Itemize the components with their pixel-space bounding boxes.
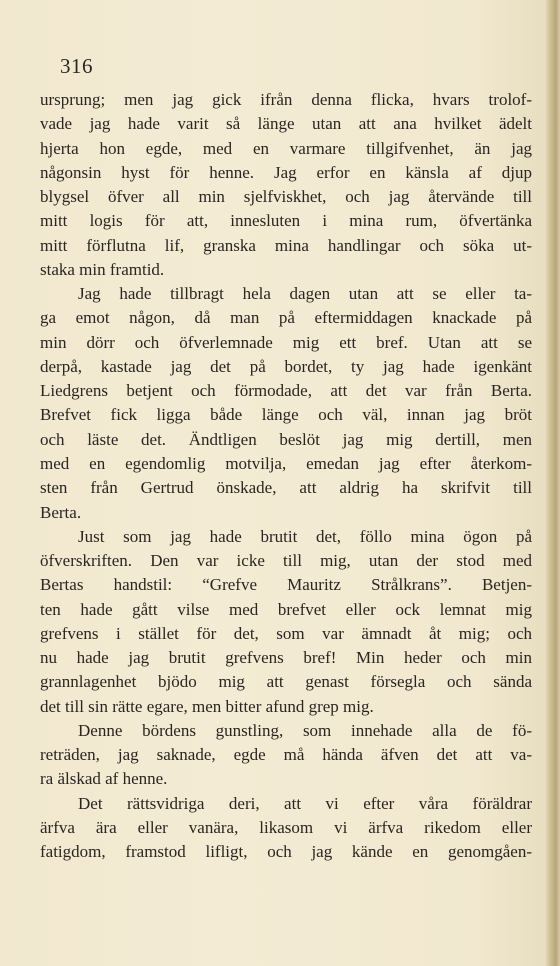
page-number: 316 xyxy=(60,54,93,78)
text-line: Det rättsvidriga deri, att vi efter våra föräldrar xyxy=(78,793,532,813)
text-line: ga emot någon, då man på eftermiddagen knackade på xyxy=(40,308,532,328)
text-line: blygsel öfver all min sjelfviskhet, och jag återvände till xyxy=(40,187,532,207)
body-text xyxy=(40,88,532,865)
text-line: reträden, jag saknade, egde må hända äfven det att va- xyxy=(40,745,532,765)
text-line: öfverskriften. Den var icke till mig, utan der stod med xyxy=(40,551,532,571)
text-line: nu hade jag brutit grefvens bref! Min heder och min xyxy=(40,648,532,668)
text-line: mitt förflutna lif, granska mina handlingar och söka ut- xyxy=(40,235,532,255)
text-line: Denne bördens gunstling, som innehade alla de fö- xyxy=(78,720,532,740)
text-line: hjerta hon egde, med en varmare tillgifvenhet, än jag xyxy=(40,138,532,158)
text-line: sten från Gertrud önskade, att aldrig ha skrifvit till xyxy=(40,478,532,498)
text-line: grefvens i stället för det, som var ämnadt åt mig; och xyxy=(40,623,532,643)
text-line: ärfva ära eller vanära, likasom vi ärfva rikedom eller xyxy=(40,817,532,837)
text-line: Brefvet fick ligga både länge och väl, innan jag bröt xyxy=(40,405,532,425)
text-line: ra älskad af henne. xyxy=(40,769,168,789)
text-line: Berta. xyxy=(40,502,82,522)
text-line: någonsin hyst för henne. Jag erfor en känsla af djup xyxy=(40,162,532,182)
text-line: Just som jag hade brutit det, föllo mina ögon på xyxy=(78,526,532,546)
text-line: det till sin rätte egare, men bitter afund grep mig. xyxy=(40,696,374,716)
text-line: grannlagenhet bjödo mig att genast försegla och sända xyxy=(40,672,532,692)
text-line: min dörr och öfverlemnade mig ett bref. Utan att se xyxy=(40,332,532,352)
text-line: och läste det. Ändtligen beslöt jag mig dertill, men xyxy=(40,429,532,449)
text-line: fatigdom, framstod lifligt, och jag kände en genomgåen- xyxy=(40,842,532,862)
page-edge xyxy=(546,0,560,966)
text-line: vade jag hade varit så länge utan att ana hvilket ädelt xyxy=(40,114,532,134)
text-line: staka min framtid. xyxy=(40,259,165,279)
text-line: Jag hade tillbragt hela dagen utan att se eller ta- xyxy=(78,284,532,304)
text-line: Liedgrens betjent och förmodade, att det var från Berta. xyxy=(40,381,532,401)
text-line: derpå, kastade jag det på bordet, ty jag hade igenkänt xyxy=(40,356,532,376)
text-line: med en egendomlig motvilja, emedan jag efter återkom- xyxy=(40,453,532,473)
text-line: Bertas handstil: “Grefve Mauritz Strålkrans”. Betjen- xyxy=(40,575,532,595)
text-line: ten hade gått vilse med brefvet eller ock lemnat mig xyxy=(40,599,532,619)
text-line: ursprung; men jag gick ifrån denna flicka, hvars trolof- xyxy=(40,90,532,109)
text-line: mitt logis för att, innesluten i mina rum, öfvertänka xyxy=(40,211,532,231)
